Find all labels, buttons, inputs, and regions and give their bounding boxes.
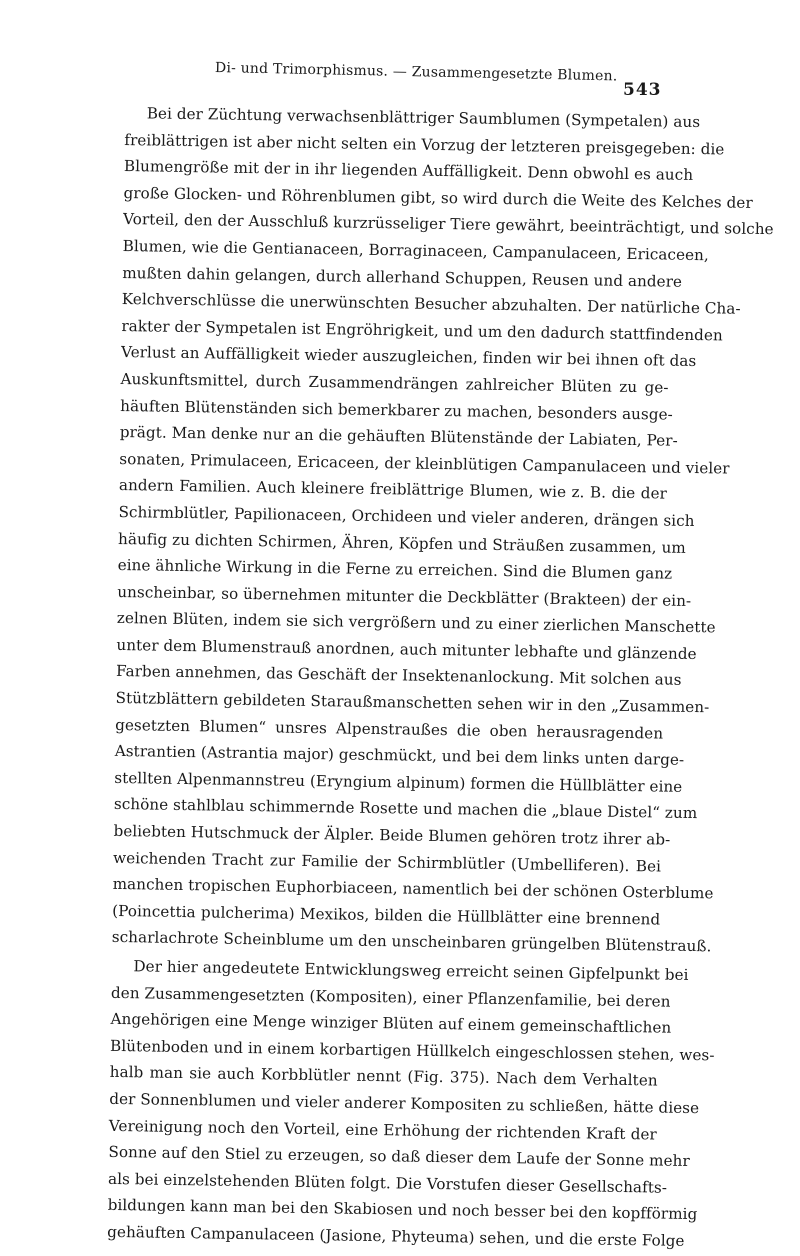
text-line: unter dem Blumenstrauß anordnen, auch mitunter lebhafte und glänzende — [116, 635, 697, 663]
text-line: beliebten Hutschmuck der Älpler. Beide Blumen gehören trotz ihrer ab- — [113, 821, 671, 849]
text-line: stellten Alpenmannstreu (Eryngium alpinum) formen die Hüllblätter eine — [114, 768, 683, 796]
text-line: große Glocken- und Röhrenblumen gibt, so wird durch die Weite des Kelches der — [123, 183, 753, 212]
text-line: häufig zu dichten Schirmen, Ähren, Köpfen und Sträußen zusammen, um — [117, 529, 686, 557]
body-text — [107, 100, 774, 1254]
text-line: Astrantien (Astrantia major) geschmückt, und bei dem links unten darge- — [114, 742, 685, 770]
text-line: Stützblättern gebildeten Staraußmanschetten sehen wir in den „Zusammen- — [115, 688, 710, 717]
text-line: Angehörigen eine Menge winziger Blüten auf einem gemeinschaftlichen — [110, 1010, 672, 1037]
text-line: rakter der Sympetalen ist Engröhrigkeit, und um den dadurch stattfindenden — [121, 316, 723, 345]
text-line: weichenden Tracht zur Familie der Schirmblütler (Umbelliferen). Bei — [112, 848, 662, 876]
text-line: als bei einzelstehenden Blüten folgt. Die Vorstufen dieser Gesellschafts- — [107, 1169, 668, 1197]
running-head: Di- und Trimorphismus. — Zusammengesetzte Blumen. — [214, 60, 618, 85]
text-line: den Zusammengesetzten (Kompositen), einer Pflanzenfamilie, bei deren — [110, 983, 671, 1011]
text-line: Verlust an Auffälligkeit wieder auszugleichen, finden wir bei ihnen oft das — [120, 343, 697, 371]
text-line: Der hier angedeutete Entwicklungsweg erreicht seinen Gipfelpunkt bei — [133, 957, 689, 984]
text-line: Vorteil, den der Ausschluß kurzrüsseliger Tiere gewährt, beeinträchtigt, und solche — [122, 210, 774, 239]
text-line: Kelchverschlüsse die unerwünschten Besucher abzuhalten. Der natürliche Cha- — [121, 290, 741, 318]
text-line: Blütenboden und in einem korbartigen Hüllkelch eingeschlossen stehen, wes- — [110, 1036, 715, 1065]
text-line: unscheinbar, so übernehmen mitunter die Deckblätter (Brakteen) der ein- — [117, 582, 692, 610]
text-line: gehäuften Campanulaceen (Jasione, Phyteuma) sehen, und die erste Folge — [107, 1222, 685, 1250]
text-line: halb man sie auch Korbblütler nennt (Fig. 375). Nach dem Verhalten — [109, 1063, 658, 1090]
text-line: der Sonnenblumen und vieler anderer Kompositen zu schließen, hätte diese — [109, 1089, 700, 1118]
text-line: andern Familien. Auch kleinere freiblättrige Blumen, wie z. B. die der — [118, 476, 668, 503]
page-number: 543 — [623, 80, 662, 100]
text-line: schöne stahlblau schimmernde Rosette und machen die „blaue Distel“ zum — [113, 795, 698, 823]
text-line: freiblättrigen ist aber nicht selten ein Vorzug der letzteren preisgegeben: die — [124, 130, 725, 159]
paragraph — [111, 100, 774, 960]
text-line: Blumen, wie die Gentianaceen, Borraginaceen, Campanulaceen, Ericaceen, — [122, 236, 709, 265]
text-line: Vereinigung noch den Vorteil, eine Erhöhung der richtenden Kraft der — [108, 1116, 657, 1144]
text-line: bildungen kann man bei den Skabiosen und noch besser bei den kopfförmig — [107, 1196, 698, 1224]
text-line: Bei der Züchtung verwachsenblättriger Saumblumen (Sympetalen) aus — [146, 104, 701, 132]
text-line: Farben annehmen, das Geschäft der Insektenanlockung. Mit solchen aus — [115, 662, 682, 690]
text-line: Schirmblütler, Papilionaceen, Orchideen und vieler anderen, drängen sich — [118, 502, 695, 530]
paragraph — [107, 953, 715, 1254]
text-line: (Poincettia pulcherima) Mexikos, bilden die Hüllblätter eine brennend — [112, 901, 661, 929]
text-line: sonaten, Primulaceen, Ericaceen, der kleinblütigen Campanulaceen und vieler — [119, 449, 730, 478]
text-line: zelnen Blüten, indem sie sich vergrößern und zu einer zierlichen Manschette — [116, 609, 716, 637]
text-line: eine ähnliche Wirkung in die Ferne zu erreichen. Sind die Blumen ganz — [117, 556, 673, 583]
text-line: mußten dahin gelangen, durch allerhand Schuppen, Reusen und andere — [122, 263, 683, 291]
text-line: scharlachrote Scheinblume um den unscheinbaren grüngelben Blütenstrauß. — [111, 928, 712, 956]
text-line: Sonne auf den Stiel zu erzeugen, so daß dieser dem Laufe der Sonne mehr — [108, 1143, 690, 1171]
text-line: gesetzten Blumen“ unsres Alpenstraußes die oben herausragenden — [115, 715, 664, 743]
text-line: häuften Blütenständen sich bemerkbarer zu machen, besonders ausge- — [120, 396, 673, 424]
text-line: Blumengröße mit der in ihr liegenden Auffälligkeit. Denn obwohl es auch — [123, 157, 694, 185]
text-line: manchen tropischen Euphorbiaceen, namentlich bei der schönen Osterblume — [112, 875, 714, 903]
text-line: Auskunftsmittel, durch Zusammendrängen zahlreicher Blüten zu ge- — [120, 369, 669, 397]
text-line: prägt. Man denke nur an die gehäuften Blütenstände der Labiaten, Per- — [119, 423, 678, 450]
